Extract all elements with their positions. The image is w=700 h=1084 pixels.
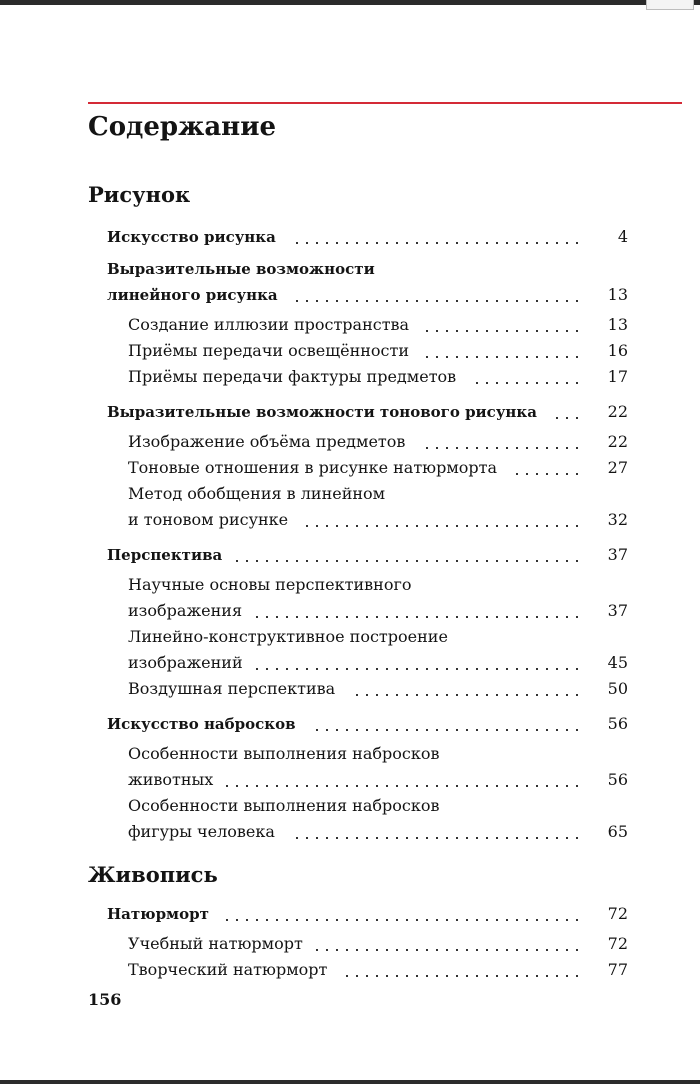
dot-leader xyxy=(302,507,578,533)
toc-page-number: 22 xyxy=(607,402,628,421)
toc-page-number: 56 xyxy=(607,714,628,733)
toc-page-number: 27 xyxy=(607,458,628,477)
dot-leader xyxy=(222,901,578,927)
dot-leader xyxy=(352,676,578,702)
page-title: Содержание xyxy=(88,112,277,142)
toc-page-number: 65 xyxy=(607,822,628,841)
toc-page-number: 50 xyxy=(607,679,628,698)
dot-leader xyxy=(422,338,578,364)
toc-page-number: 22 xyxy=(607,432,628,451)
toc-entry-link[interactable]: Приёмы передачи фактуры предметов xyxy=(128,367,457,386)
toc-page-number: 77 xyxy=(607,960,628,979)
dot-leader xyxy=(222,767,578,793)
toc-entry-link[interactable]: Творческий натюрморт xyxy=(128,960,328,979)
toc-entry-lead[interactable]: Особенности выполнения набросков xyxy=(128,744,440,763)
dot-leader xyxy=(292,282,578,308)
toc-entry-lead[interactable]: Линейно-конструктивное построение xyxy=(128,627,448,646)
dot-leader xyxy=(292,224,578,250)
dot-leader xyxy=(312,711,578,737)
toc-page-number: 45 xyxy=(607,653,628,672)
dot-leader xyxy=(422,429,578,455)
toc-entry-link[interactable]: Воздушная перспектива xyxy=(128,679,336,698)
toc-page-number: 56 xyxy=(607,770,628,789)
toc-entry-link[interactable]: Приёмы передачи освещённости xyxy=(128,341,410,360)
dot-leader xyxy=(252,598,578,624)
toc-page-number: 17 xyxy=(607,367,628,386)
dot-leader xyxy=(312,931,578,957)
toc-page-number: 13 xyxy=(607,285,628,304)
dot-leader xyxy=(472,364,578,390)
toc-entry-link[interactable]: изображений xyxy=(128,653,243,672)
toc-entry-link[interactable]: Искусство набросков xyxy=(107,715,296,733)
toc-entry-link[interactable]: Создание иллюзии пространства xyxy=(128,315,410,334)
toc-page-number: 16 xyxy=(607,341,628,360)
toc-page-number: 32 xyxy=(607,510,628,529)
toc-entry-link[interactable]: фигуры человека xyxy=(128,822,275,841)
toc-entry-link[interactable]: Искусство рисунка xyxy=(107,228,276,246)
toc-entry-lead[interactable]: Особенности выполнения набросков xyxy=(128,796,440,815)
dot-leader xyxy=(512,455,578,481)
dot-leader xyxy=(422,312,578,338)
toc-page-number: 37 xyxy=(607,601,628,620)
toc-entry-lead[interactable]: Научные основы перспективного xyxy=(128,575,412,594)
toc-page-number: 13 xyxy=(607,315,628,334)
toc-entry-link[interactable]: Изображение объёма предметов xyxy=(128,432,406,451)
toc-page-number: 37 xyxy=(607,545,628,564)
dot-leader xyxy=(292,819,578,845)
dot-leader xyxy=(252,650,578,676)
toc-page-number: 4 xyxy=(617,227,628,246)
toc-entry-lead[interactable]: Выразительные возможности xyxy=(107,260,375,278)
toc-entry-link[interactable]: Тоновые отношения в рисунке натюрморта xyxy=(128,458,498,477)
section-title-painting: Живопись xyxy=(88,862,218,887)
dot-leader xyxy=(342,957,578,983)
toc-entry-lead[interactable]: Метод обобщения в линейном xyxy=(128,484,386,503)
toc-entry-link[interactable]: животных xyxy=(128,770,214,789)
toc-page-number: 72 xyxy=(607,904,628,923)
bottom-border xyxy=(0,1080,700,1084)
toc-entry-link[interactable]: изображения xyxy=(128,601,243,620)
page-number: 156 xyxy=(88,990,122,1009)
section-title-drawing: Рисунок xyxy=(88,182,191,207)
toc-page-number: 72 xyxy=(607,934,628,953)
toc-entry-link[interactable]: и тоновом рисунке xyxy=(128,510,289,529)
toc-entry-link[interactable]: Натюрморт xyxy=(107,905,209,923)
dot-leader xyxy=(232,542,578,568)
toc-entry-link[interactable]: Выразительные возможности тонового рисунка xyxy=(107,403,537,421)
toc-entry-link[interactable]: Перспектива xyxy=(107,546,223,564)
toc-entry-link[interactable]: линейного рисунка xyxy=(107,286,278,304)
dot-leader xyxy=(552,399,578,425)
toc-entry-link[interactable]: Учебный натюрморт xyxy=(128,934,303,953)
